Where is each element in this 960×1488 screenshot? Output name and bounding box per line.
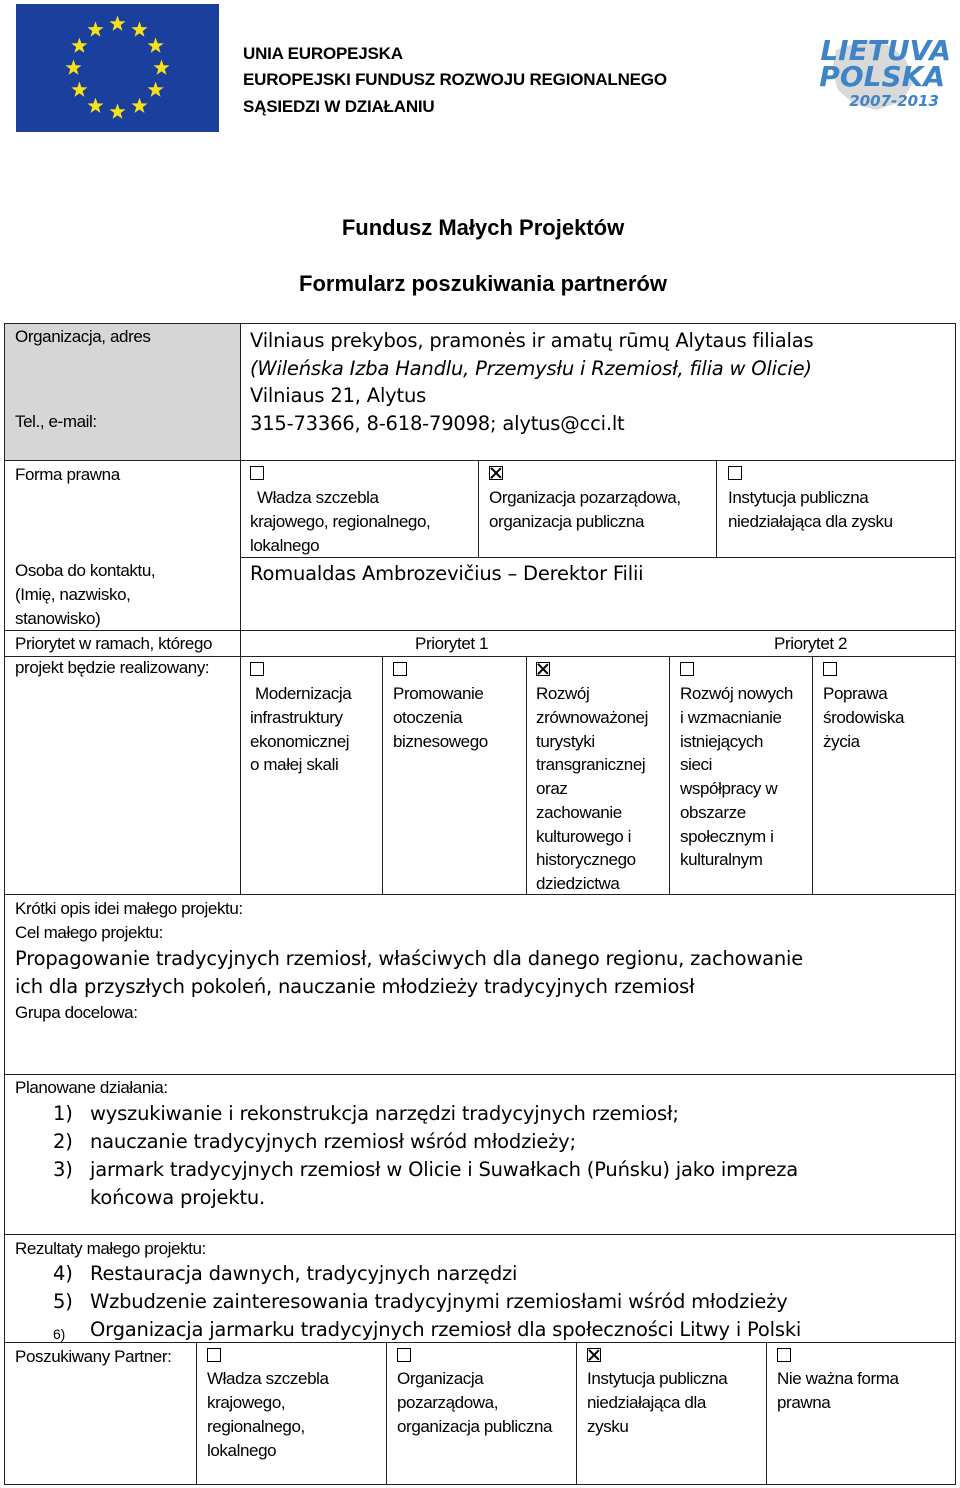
- priority-option-label-line: otoczenia: [393, 708, 463, 727]
- eu-star-icon: [71, 38, 87, 53]
- priority-option-label: Poprawa: [823, 684, 888, 703]
- goal-line2: ich dla przyszłych pokoleń, nauczanie młodzieży tradycyjnych rzemiosł: [15, 975, 695, 998]
- legal-form-checkbox-0[interactable]: [250, 466, 264, 480]
- priority-option-label-line: życia: [823, 731, 860, 751]
- logo-text-polska: POLSKA: [819, 60, 945, 93]
- priority-option-label-line: zrównoważonej: [536, 708, 648, 727]
- planned-item-text: wyszukiwanie i rekonstrukcja narzędzi tradycyjnych rzemiosł;: [90, 1102, 679, 1125]
- results-label: Rezultaty małego projektu:: [15, 1239, 206, 1258]
- org-label: Organizacja, adres: [15, 327, 151, 346]
- priority-option-label-line: historycznego: [536, 850, 636, 870]
- priority-option-label: Promowanie: [393, 684, 484, 703]
- priority-option-label-line: obszarze: [680, 802, 746, 822]
- priority-label-line: Priorytet w ramach, którego: [15, 634, 213, 653]
- eu-star-icon: [71, 82, 87, 97]
- priority-option-label-line: sieci: [680, 755, 713, 775]
- legal-form-option-label: Instytucja publiczna: [728, 488, 869, 507]
- page-subtitle: Formularz poszukiwania partnerów: [299, 271, 667, 296]
- eu-star-icon: [87, 21, 103, 36]
- priority-checkbox-2[interactable]: [536, 662, 550, 676]
- contact-person-label-line: Osoba do kontaktu,: [15, 561, 156, 580]
- priority-option-label-line: ekonomicznej: [250, 731, 350, 751]
- planned-item-number: 3): [53, 1158, 73, 1181]
- eu-header-line2: EUROPEJSKI FUNDUSZ ROZWOJU REGIONALNEGO: [243, 70, 667, 89]
- logo-text-lietuva: LIETUVA: [820, 34, 951, 67]
- page-title: Fundusz Małych Projektów: [341, 215, 625, 240]
- priority-checkbox-3[interactable]: [680, 662, 694, 676]
- eu-star-icon: [87, 98, 103, 113]
- result-item-text: Wzbudzenie zainteresowania tradycyjnymi rzemiosłami wśród młodzieży: [90, 1290, 788, 1313]
- lietuva-polska-logo: [796, 30, 956, 115]
- contact-value: 315-73366, 8-618-79098; alytus@cci.lt: [250, 412, 625, 435]
- legal-form-checkbox-1[interactable]: [489, 466, 503, 480]
- partner-option-label-line: lokalnego: [207, 1441, 277, 1460]
- partner-option-label-line: Instytucja publiczna: [587, 1369, 728, 1388]
- partner-checkbox-0[interactable]: [207, 1348, 221, 1362]
- partner-option-label-line: krajowego,: [207, 1393, 286, 1412]
- legal-form-option-label-line: krajowego, regionalnego,: [250, 512, 431, 531]
- priority-label-line: projekt będzie realizowany:: [15, 658, 210, 677]
- priority-option-label-line: oraz: [536, 779, 568, 799]
- partner-option-label-line: regionalnego,: [207, 1417, 305, 1436]
- contact-label: Tel., e-mail:: [15, 412, 97, 431]
- legal-form-option-label-line: lokalnego: [250, 536, 320, 555]
- target-group-label: Grupa docelowa:: [15, 1003, 138, 1022]
- partner-option-label-line: Władza szczebla: [207, 1369, 329, 1388]
- legal-form-option-label-line: organizacja publiczna: [489, 512, 645, 531]
- priority-option-label-line: współpracy w: [680, 779, 778, 799]
- eu-star-icon: [148, 82, 164, 97]
- org-address: Vilniaus 21, Alytus: [250, 384, 427, 407]
- partner-option-label-line: niedziałająca dla: [587, 1393, 706, 1412]
- partner-option-label-line: prawna: [777, 1393, 831, 1412]
- planned-item-number: 1): [53, 1102, 73, 1125]
- eu-star-icon: [109, 16, 125, 31]
- planned-item-text: jarmark tradycyjnych rzemiosł w Olicie i Suwałkach (Puńsku) jako impreza: [90, 1158, 799, 1181]
- partner-option-label-line: zysku: [587, 1417, 629, 1436]
- result-item-number: 6): [53, 1326, 66, 1342]
- legal-form-option-label: Władza szczebla: [257, 488, 379, 507]
- goal-line1: Propagowanie tradycyjnych rzemiosł, właściwych dla danego regionu, zachowanie: [15, 947, 804, 970]
- eu-header-line3: SĄSIEDZI W DZIAŁANIU: [243, 97, 435, 116]
- priority-option-label-line: turystyki: [536, 731, 595, 751]
- logo-text-years: 2007-2013: [849, 92, 939, 110]
- result-item-number: 4): [53, 1262, 73, 1285]
- priority-checkbox-0[interactable]: [250, 662, 264, 676]
- result-item-number: 5): [53, 1290, 73, 1313]
- result-item-text: Organizacja jarmarku tradycyjnych rzemiosł dla społeczności Litwy i Polski: [90, 1318, 802, 1341]
- priority-option-label: Rozwój: [536, 684, 590, 703]
- planned-label: Planowane działania:: [15, 1078, 168, 1097]
- priority-checkbox-1[interactable]: [393, 662, 407, 676]
- short-desc-label: Krótki opis idei małego projektu:: [15, 899, 243, 918]
- priority-option-label-line: dziedzictwa: [536, 873, 620, 893]
- org-name-polish: (Wileńska Izba Handlu, Przemysłu i Rzemiosł, filia w Olicie): [250, 357, 812, 380]
- priority-option-label: Rozwój nowych: [680, 684, 793, 703]
- partner-option-label-line: Organizacja: [397, 1369, 484, 1388]
- org-name: Vilniaus prekybos, pramonės ir amatų rūmų Alytaus filialas: [250, 329, 814, 352]
- partner-checkbox-3[interactable]: [777, 1348, 791, 1362]
- legal-form-checkbox-2[interactable]: [728, 466, 742, 480]
- eu-star-icon: [153, 60, 169, 75]
- goal-label: Cel małego projektu:: [15, 923, 163, 942]
- result-item-text: Restauracja dawnych, tradycyjnych narzędzi: [90, 1262, 518, 1285]
- planned-item-number: 2): [53, 1130, 73, 1153]
- priority-option-label-line: istniejących: [680, 731, 764, 751]
- partner-option-label-line: pozarządowa,: [397, 1393, 499, 1412]
- priority-option-label-line: społecznym i: [680, 826, 774, 846]
- partner-label: Poszukiwany Partner:: [15, 1347, 172, 1366]
- priority-group-2: Priorytet 2: [774, 634, 848, 653]
- legal-form-option-label-line: niedziałająca dla zysku: [728, 512, 893, 531]
- priority-option-label-line: infrastruktury: [250, 708, 343, 727]
- contact-person-value: Romualdas Ambrozevičius – Derektor Filii: [250, 562, 644, 585]
- partner-option-label-line: Nie ważna forma: [777, 1369, 899, 1388]
- eu-star-icon: [65, 60, 81, 75]
- eu-stars-icon: [16, 4, 219, 132]
- priority-option-label-line: zachowanie: [536, 802, 622, 822]
- partner-checkbox-1[interactable]: [397, 1348, 411, 1362]
- eu-star-icon: [148, 38, 164, 53]
- eu-flag-logo: [16, 4, 219, 132]
- priority-group-1: Priorytet 1: [415, 634, 489, 653]
- eu-star-icon: [109, 104, 125, 119]
- planned-item-text: nauczanie tradycyjnych rzemiosł wśród młodzieży;: [90, 1130, 576, 1153]
- contact-person-label-line: (Imię, nazwisko,: [15, 585, 131, 604]
- priority-option-label-line: i wzmacnianie: [680, 708, 782, 727]
- priority-option-label-line: kulturalnym: [680, 850, 763, 870]
- priority-option-label-line: kulturowego i: [536, 826, 631, 846]
- priority-option-label-line: o małej skali: [250, 755, 339, 775]
- contact-person-label-line: stanowisko): [15, 609, 101, 628]
- eu-star-icon: [131, 21, 147, 36]
- partner-checkbox-2[interactable]: [587, 1348, 601, 1362]
- partner-option-label-line: organizacja publiczna: [397, 1417, 553, 1436]
- legal-form-option-label: Organizacja pozarządowa,: [489, 488, 681, 507]
- priority-option-label-line: transgranicznej: [536, 755, 646, 775]
- priority-option-label-line: biznesowego: [393, 731, 488, 751]
- eu-header-line1: UNIA EUROPEJSKA: [243, 44, 403, 63]
- priority-checkbox-4[interactable]: [823, 662, 837, 676]
- eu-star-icon: [131, 98, 147, 113]
- priority-option-label-line: środowiska: [823, 708, 905, 727]
- legal-form-label: Forma prawna: [15, 465, 120, 484]
- planned-item-text: końcowa projektu.: [90, 1186, 266, 1209]
- priority-option-label: Modernizacja: [255, 684, 352, 703]
